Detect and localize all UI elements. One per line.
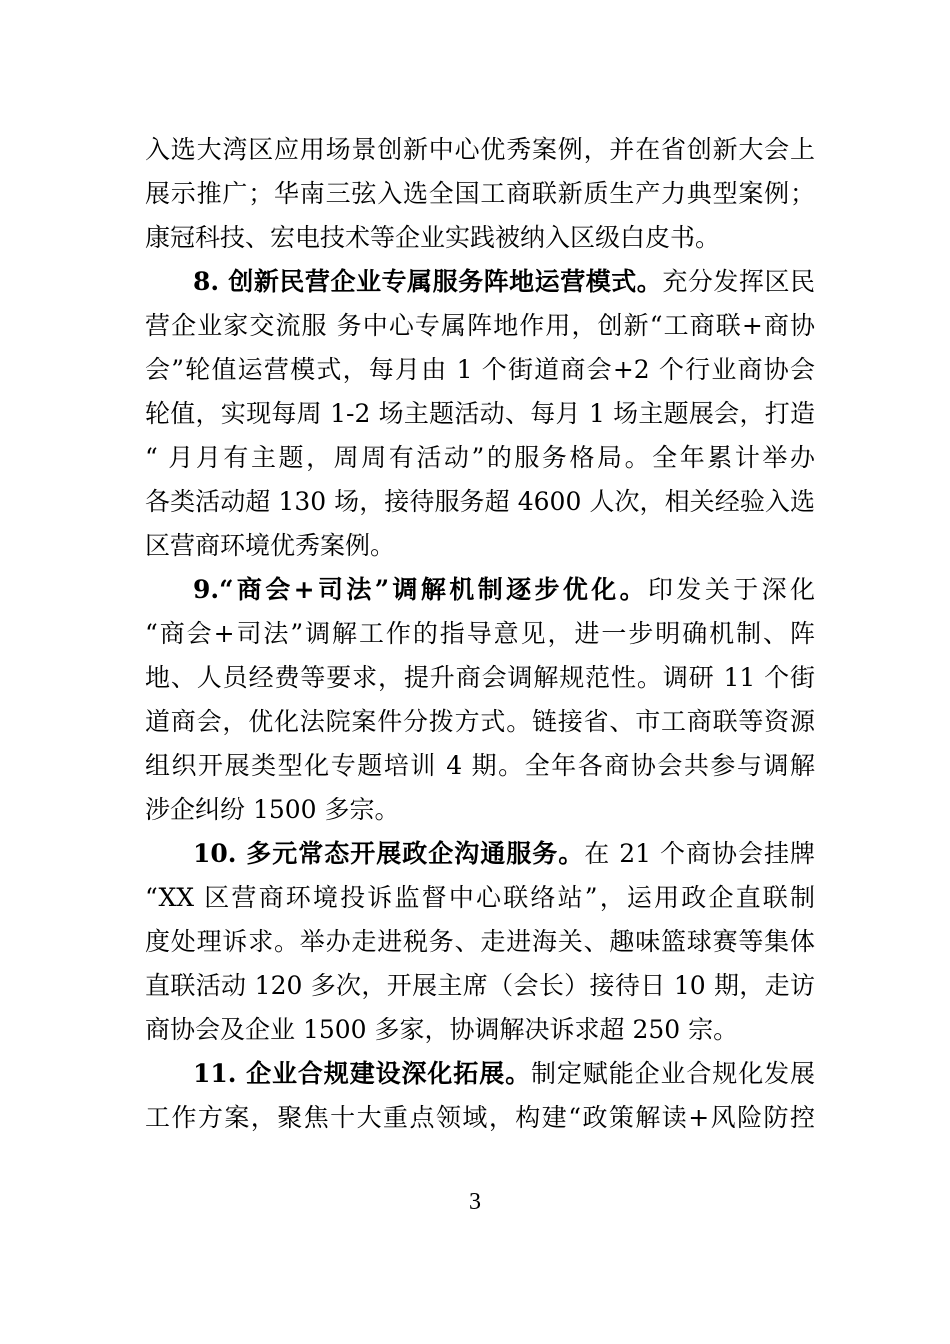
section-heading-line: 8. 创新民营企业专属服务阵地运营模式。充分发挥区民 xyxy=(193,267,815,296)
body-line: 会”轮值运营模式，每月由 1 个街道商会+2 个行业商协会 xyxy=(145,355,815,384)
body-line: 轮值，实现每周 1-2 场主题活动、每月 1 场主题展会，打造 xyxy=(145,399,815,428)
section-heading-line: 10. 多元常态开展政企沟通服务。在 21 个商协会挂牌 xyxy=(193,839,815,868)
body-line: 道商会，优化法院案件分拨方式。链接省、市工商联等资源 xyxy=(145,707,815,736)
section-heading-line: 9.“商会+司法”调解机制逐步优化。印发关于深化 xyxy=(193,575,815,604)
body-line: 涉企纠纷 1500 多宗。 xyxy=(145,795,400,824)
body-line: 度处理诉求。举办走进税务、走进海关、趣味篮球赛等集体 xyxy=(145,927,815,956)
body-line: 康冠科技、宏电技术等企业实践被纳入区级白皮书。 xyxy=(145,223,721,252)
body-line: “ 月月有主题，周周有活动”的服务格局。全年累计举办 xyxy=(145,443,815,472)
body-line: 工作方案，聚焦十大重点领域，构建“政策解读+风险防控 xyxy=(145,1103,815,1132)
body-line: 组织开展类型化专题培训 4 期。全年各商协会共参与调解 xyxy=(145,751,815,780)
body-line: 区营商环境优秀案例。 xyxy=(145,531,396,560)
body-line: “XX 区营商环境投诉监督中心联络站”，运用政企直联制 xyxy=(145,883,815,912)
body-line: 商协会及企业 1500 多家，协调解决诉求超 250 宗。 xyxy=(145,1015,739,1044)
body-line: 地、人员经费等要求，提升商会调解规范性。调研 11 个街 xyxy=(145,663,815,692)
body-line: 直联活动 120 多次，开展主席（会长）接待日 10 期，走访 xyxy=(145,971,815,1000)
section-heading: 8. 创新民营企业专属服务阵地运营模式。 xyxy=(193,267,663,296)
section-heading: 9.“商会+司法”调解机制逐步优化。 xyxy=(193,575,649,604)
body-line: 营企业家交流服 务中心专属阵地作用，创新“工商联+商协 xyxy=(145,311,815,340)
section-heading-line: 11. 企业合规建设深化拓展。制定赋能企业合规化发展 xyxy=(193,1059,815,1088)
body-line: 展示推广；华南三弦入选全国工商联新质生产力典型案例； xyxy=(145,179,815,208)
body-line: 入选大湾区应用场景创新中心优秀案例，并在省创新大会上 xyxy=(145,135,815,164)
section-heading: 11. 企业合规建设深化拓展。 xyxy=(193,1059,531,1088)
page-number: 3 xyxy=(469,1189,481,1215)
body-line: 各类活动超 130 场，接待服务超 4600 人次，相关经验入选 xyxy=(145,487,815,516)
section-heading: 10. 多元常态开展政企沟通服务。 xyxy=(193,839,585,868)
body-line: “商会+司法”调解工作的指导意见，进一步明确机制、阵 xyxy=(145,619,815,648)
